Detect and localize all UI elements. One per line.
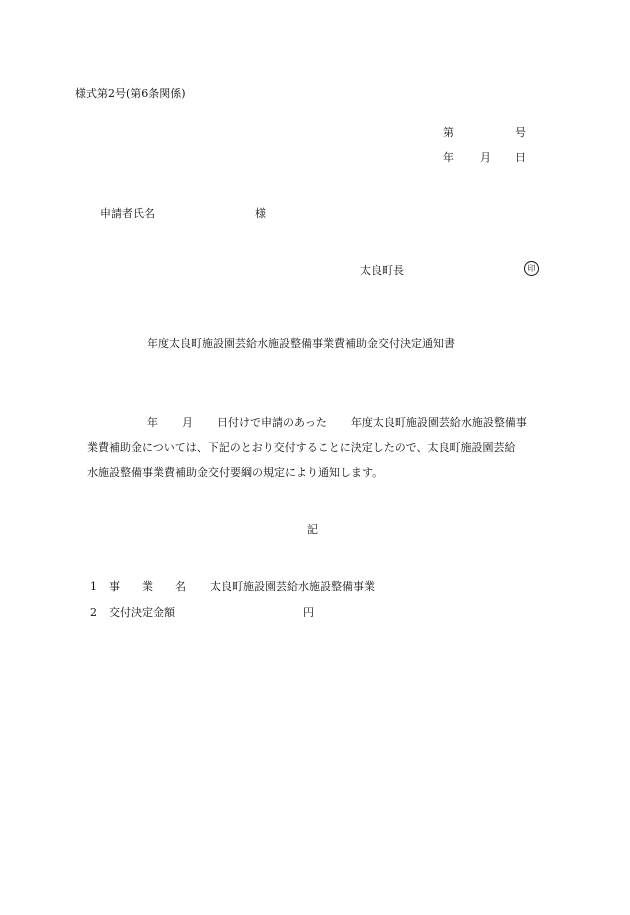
body-year: 年 — [147, 416, 158, 429]
date-year-label: 年 — [443, 151, 454, 164]
body-month: 月 — [182, 416, 193, 429]
document-number-suffix: 号 — [515, 126, 526, 139]
item-number: 2 — [90, 606, 97, 619]
item-number: 1 — [90, 580, 97, 593]
date-day-label: 日 — [515, 151, 526, 164]
list-item — [90, 578, 375, 594]
applicant-honorific: 様 — [255, 207, 266, 220]
item-value: 太良町施設園芸給水施設整備事業 — [210, 580, 375, 593]
document-title: 年度太良町施設園芸給水施設整備事業費補助金交付決定通知書 — [147, 337, 455, 350]
issuer-title: 太良町長 — [360, 264, 404, 277]
date-month-label: 月 — [480, 151, 491, 164]
applicant-name-label: 申請者氏名 — [100, 207, 155, 220]
item-label: 交付決定金額 — [109, 606, 175, 619]
ki-heading: 記 — [307, 523, 318, 536]
form-number: 様式第2号(第6条関係) — [75, 87, 186, 100]
body-applied-date-text: 日付けで申請のあった — [217, 416, 327, 429]
body-line-1 — [87, 414, 527, 430]
body-line-3: 水施設整備事業費補助金交付要綱の規定により通知します。 — [87, 466, 384, 479]
list-item — [90, 604, 314, 620]
document-number-prefix: 第 — [443, 126, 454, 139]
seal-mark: 印 — [524, 261, 539, 276]
item-value: 円 — [303, 606, 314, 619]
body-fiscal-year-text: 年度太良町施設園芸給水施設整備事 — [350, 416, 527, 429]
item-label: 事 業 名 — [109, 580, 186, 593]
body-line-2: 業費補助金については、下記のとおり交付することに決定したので、太良町施設園芸給 — [87, 441, 516, 454]
